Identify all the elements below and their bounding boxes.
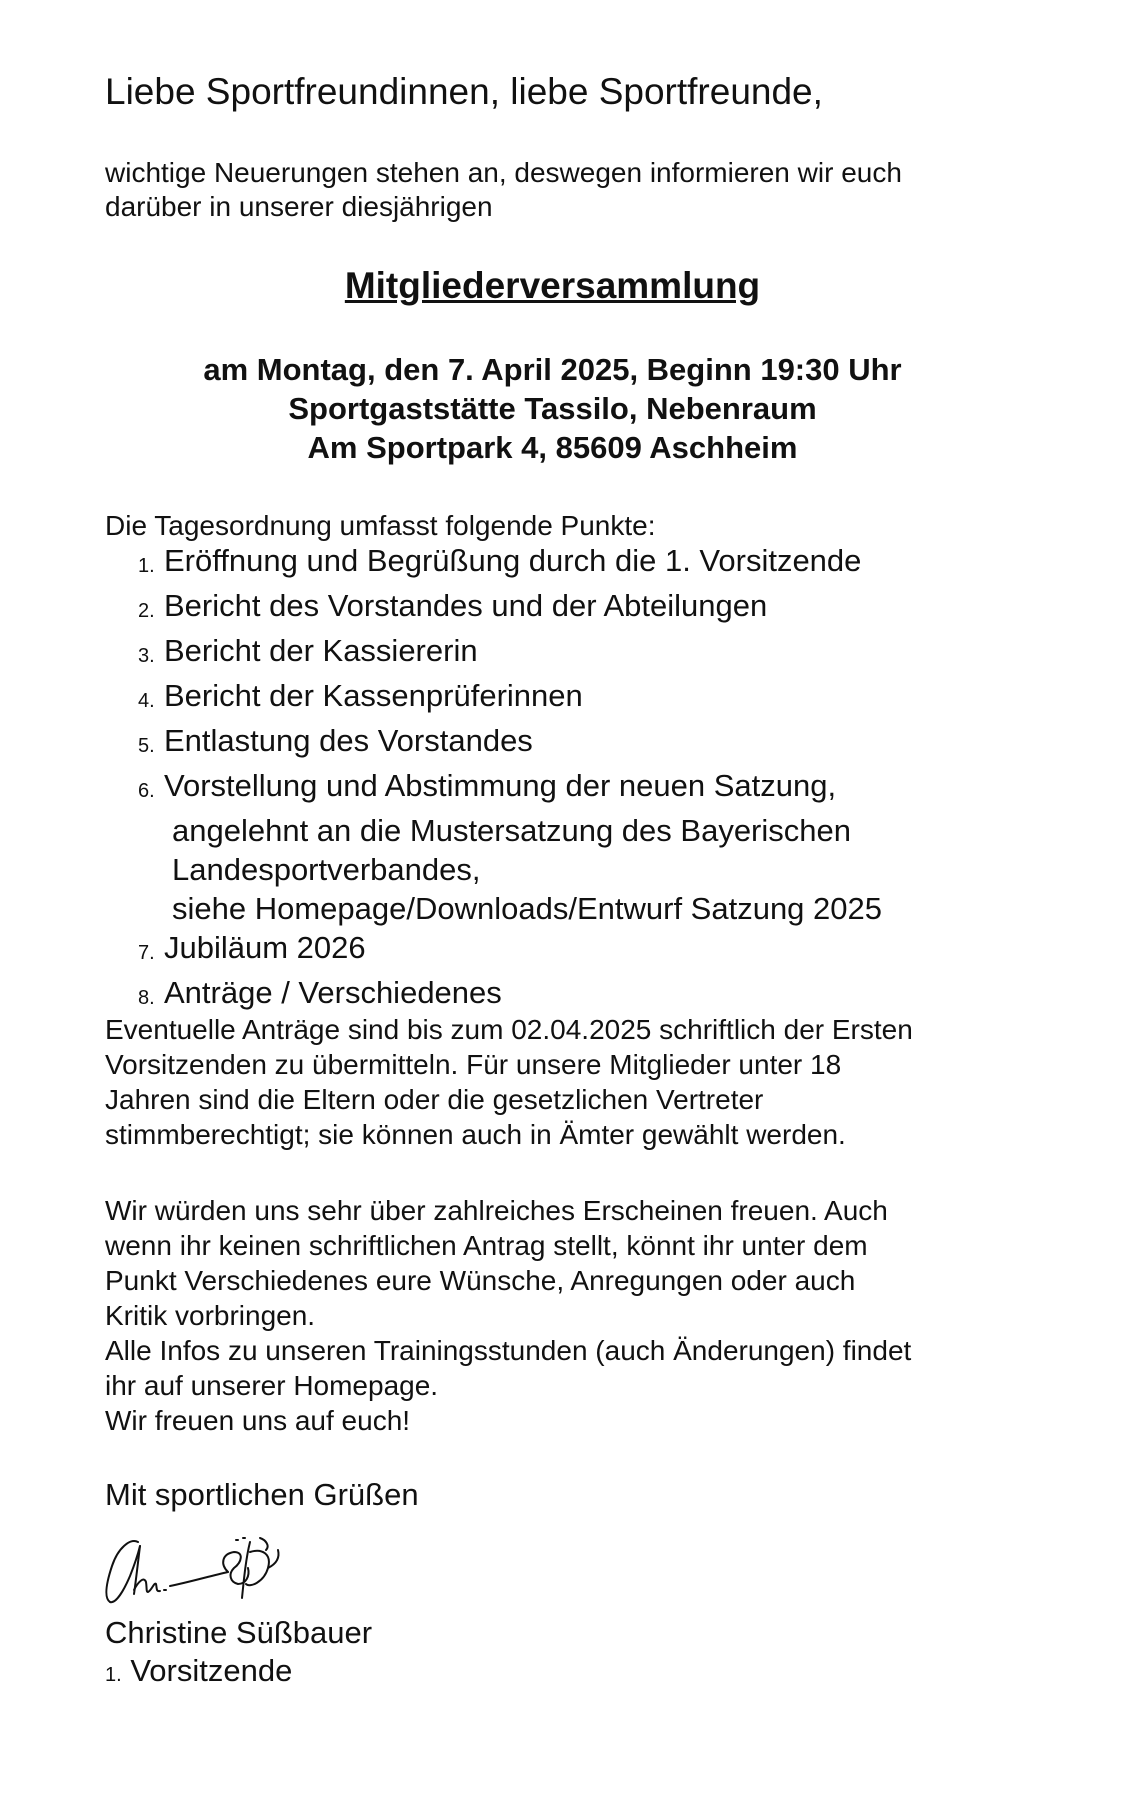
agenda-list [138,541,1038,1018]
event-title: Mitgliederversammlung [344,265,761,306]
agenda-item-number: 2. [138,600,155,622]
agenda-intro: Die Tagesordnung umfasst folgende Punkte: [105,510,656,541]
deadline-line: stimmberechtigt; sie können auch in Ämter gewählt werden. [105,1119,846,1150]
signer-name: Christine Süßbauer [105,1615,373,1650]
agenda-item-number: 1. [138,555,155,577]
deadline-line: Jahren sind die Eltern oder die gesetzlichen Vertreter [105,1084,764,1115]
closing-line: Punkt Verschiedenes eure Wünsche, Anregungen oder auch [105,1265,856,1296]
deadline-paragraph [105,1012,1045,1152]
deadline-line: Eventuelle Anträge sind bis zum 02.04.2025 schriftlich der Ersten [105,1014,913,1045]
closing-line: wenn ihr keinen schriftlichen Antrag stellt, könnt ihr unter dem [105,1230,868,1261]
agenda-item-text: Bericht der Kassiererin [164,633,478,668]
agenda-item [138,928,1038,973]
agenda-item-number: 8. [138,987,155,1009]
regards: Mit sportlichen Grüßen [105,1477,419,1512]
closing-line: ihr auf unserer Homepage. [105,1370,439,1401]
agenda-item-number: 5. [138,735,155,757]
signer-role-number: 1. [105,1664,122,1686]
closing-line: Alle Infos zu unseren Trainingsstunden (auch Änderungen) findet [105,1335,912,1366]
agenda-item-continuation: siehe Homepage/Downloads/Entwurf Satzung 2025 [172,891,883,926]
agenda-item-number: 6. [138,780,155,802]
event-date: am Montag, den 7. April 2025, Beginn 19:30 Uhr [203,352,902,387]
closing-line: Kritik vorbringen. [105,1300,316,1331]
closing-line: Wir freuen uns auf euch! [105,1405,411,1436]
agenda-item [138,586,1038,631]
signer-role-title: Vorsitzende [130,1653,293,1688]
agenda-item-text: Jubiläum 2026 [164,930,366,965]
agenda-item-continuation: angelehnt an die Mustersatzung des Bayerischen [172,813,851,848]
intro-line: wichtige Neuerungen stehen an, deswegen informieren wir euch [105,157,902,188]
event-venue: Sportgaststätte Tassilo, Nebenraum [288,391,817,426]
agenda-item-continuation: Landesportverbandes, [172,852,481,887]
event-details [0,350,1105,467]
agenda-item [138,766,1038,928]
agenda-item [138,631,1038,676]
intro-line: darüber in unserer diesjährigen [105,191,493,222]
agenda-item [138,721,1038,766]
intro-paragraph [105,156,1035,224]
agenda-item-text: Bericht der Kassenprüferinnen [164,678,583,713]
deadline-line: Vorsitzenden zu übermitteln. Für unsere Mitglieder unter 18 [105,1049,842,1080]
agenda-item-text: Bericht des Vorstandes und der Abteilungen [164,588,768,623]
closing-paragraph [105,1193,1045,1438]
event-address: Am Sportpark 4, 85609 Aschheim [307,430,798,465]
agenda-item-text: Eröffnung und Begrüßung durch die 1. Vorsitzende [164,543,862,578]
closing-line: Wir würden uns sehr über zahlreiches Erscheinen freuen. Auch [105,1195,888,1226]
agenda-item-number: 3. [138,645,155,667]
agenda-item [138,541,1038,586]
greeting: Liebe Sportfreundinnen, liebe Sportfreunde, [105,71,823,112]
handwritten-signature [100,1528,300,1608]
agenda-item-text: Entlastung des Vorstandes [164,723,533,758]
agenda-item [138,676,1038,721]
signer-role [105,1652,292,1694]
agenda-item-text: Anträge / Verschiedenes [164,975,502,1010]
agenda-item-number: 7. [138,942,155,964]
agenda-item-text: Vorstellung und Abstimmung der neuen Satzung, [164,768,837,803]
agenda-item-number: 4. [138,690,155,712]
